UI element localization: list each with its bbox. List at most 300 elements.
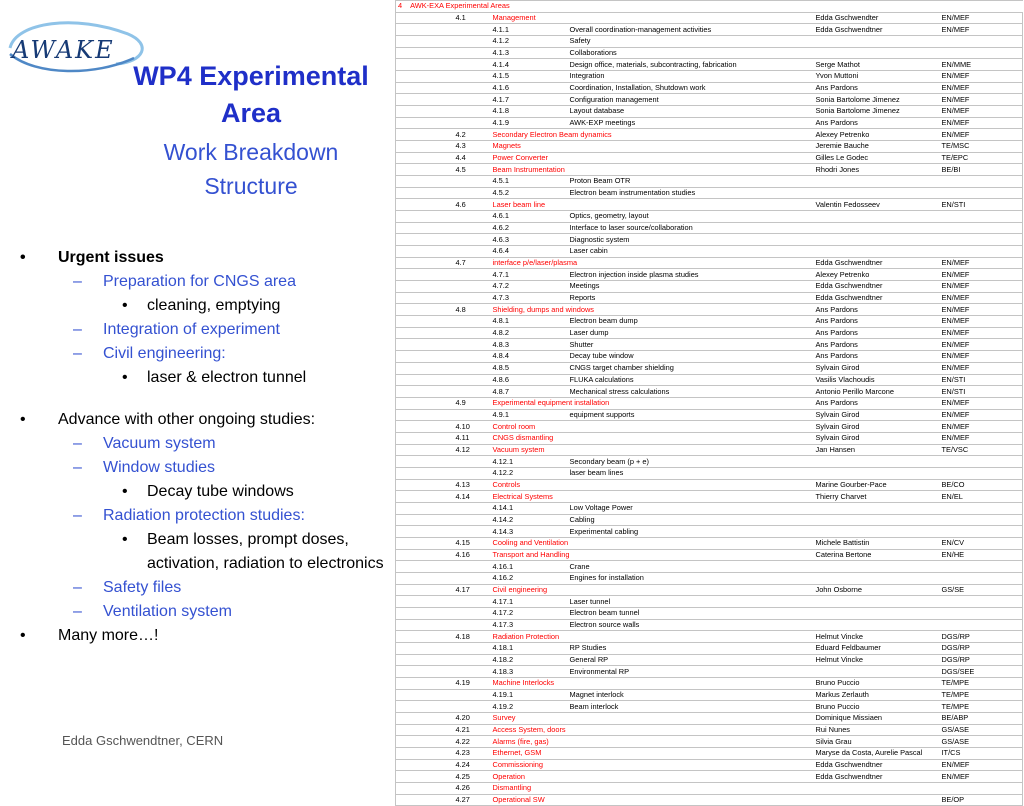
wbs-cell-level1 <box>396 561 446 573</box>
table-row <box>396 491 1023 503</box>
table-row <box>396 187 1023 199</box>
wbs-cell-description: Laser cabin <box>568 246 814 258</box>
table-row <box>396 561 1023 573</box>
wbs-cell-description: Secondary beam (p + e) <box>568 456 814 468</box>
wbs-top-cell <box>396 1 1023 13</box>
wbs-cell-code: 4.7.1 <box>491 269 568 281</box>
wbs-cell-responsible: Edda Gschwendtner <box>814 771 940 783</box>
wbs-cell-level1 <box>396 12 446 24</box>
table-row <box>396 129 1023 141</box>
table-row <box>396 794 1023 806</box>
wbs-cell-group: EN/MEF <box>940 362 1023 374</box>
wbs-cell-group: EN/MEF <box>940 397 1023 409</box>
wbs-cell-level1 <box>396 736 446 748</box>
wbs-cell-level1 <box>396 502 446 514</box>
bullet-text: Radiation protection studies: <box>103 507 305 524</box>
wbs-cell-responsible: Jan Hansen <box>814 444 940 456</box>
wbs-cell-number: 4.26 <box>446 783 491 795</box>
wbs-cell-code: 4.1.9 <box>491 117 568 129</box>
table-row <box>396 141 1023 153</box>
bullet-text: Integration of experiment <box>103 321 280 338</box>
wbs-cell-code: 4.14.2 <box>491 514 568 526</box>
wbs-cell-responsible: Bruno Puccio <box>814 701 940 713</box>
wbs-cell-number <box>446 642 491 654</box>
wbs-cell-number <box>446 619 491 631</box>
wbs-cell-responsible: Marine Gourber-Pace <box>814 479 940 491</box>
table-row <box>396 59 1023 71</box>
wbs-cell-responsible <box>814 572 940 584</box>
wbs-cell-code: 4.16.2 <box>491 572 568 584</box>
bullet-item <box>18 246 390 270</box>
wbs-cell-description: Coordination, Installation, Shutdown work <box>568 82 814 94</box>
wbs-cell-description: Crane <box>568 561 814 573</box>
wbs-cell-group: EN/MEF <box>940 257 1023 269</box>
wbs-cell-number: 4.18 <box>446 631 491 643</box>
wbs-cell-responsible: Ans Pardons <box>814 339 940 351</box>
wbs-cell-level1 <box>396 432 446 444</box>
wbs-cell-level1 <box>396 351 446 363</box>
wbs-cell-level1 <box>396 759 446 771</box>
table-row <box>396 222 1023 234</box>
wbs-cell-responsible <box>814 794 940 806</box>
wbs-cell-group <box>940 234 1023 246</box>
wbs-cell-group <box>940 36 1023 48</box>
table-row <box>396 316 1023 328</box>
wbs-cell-code: 4.12.2 <box>491 467 568 479</box>
wbs-cell-group <box>940 561 1023 573</box>
wbs-cell-number <box>446 316 491 328</box>
wbs-cell-level1 <box>396 94 446 106</box>
wbs-cell-group <box>940 607 1023 619</box>
wbs-cell-level1 <box>396 724 446 736</box>
wbs-cell-group: BE/BI <box>940 164 1023 176</box>
wbs-cell-group: EN/MEF <box>940 71 1023 83</box>
bullet-item <box>18 624 390 648</box>
wbs-cell-group: TE/EPC <box>940 152 1023 164</box>
table-row <box>396 759 1023 771</box>
table-row <box>396 654 1023 666</box>
wbs-cell-level1 <box>396 176 446 188</box>
wbs-cell-group: EN/MEF <box>940 316 1023 328</box>
bullet-item <box>18 456 390 480</box>
table-row <box>396 281 1023 293</box>
wbs-cell-group: EN/MEF <box>940 771 1023 783</box>
wbs-cell-group: EN/STI <box>940 386 1023 398</box>
wbs-cell-code: Civil engineering <box>491 584 814 596</box>
wbs-cell-number: 4.13 <box>446 479 491 491</box>
table-row <box>396 351 1023 363</box>
wbs-cell-code: Access System, doors <box>491 724 814 736</box>
wbs-cell-code: 4.17.1 <box>491 596 568 608</box>
wbs-cell-code: 4.19.2 <box>491 701 568 713</box>
wbs-cell-level1 <box>396 187 446 199</box>
wbs-cell-number: 4.3 <box>446 141 491 153</box>
wbs-cell-number: 4.12 <box>446 444 491 456</box>
wbs-cell-code: Magnets <box>491 141 814 153</box>
wbs-cell-level1 <box>396 537 446 549</box>
footer-author: Edda Gschwendtner, CERN <box>62 733 224 748</box>
bullet-text: Civil engineering: <box>103 345 226 362</box>
wbs-cell-number <box>446 689 491 701</box>
wbs-cell-description: Safety <box>568 36 814 48</box>
wbs-cell-level1 <box>396 106 446 118</box>
wbs-cell-level1 <box>396 631 446 643</box>
wbs-cell-description: Laser dump <box>568 327 814 339</box>
wbs-cell-level1 <box>396 444 446 456</box>
wbs-cell-level1 <box>396 701 446 713</box>
bullet-list <box>18 246 390 648</box>
table-row <box>396 444 1023 456</box>
wbs-cell-level1 <box>396 514 446 526</box>
bullet-text: Ventilation system <box>103 603 232 620</box>
wbs-cell-responsible: Ans Pardons <box>814 117 940 129</box>
wbs-cell-responsible <box>814 596 940 608</box>
wbs-cell-code: 4.8.7 <box>491 386 568 398</box>
wbs-cell-group: TE/MPE <box>940 689 1023 701</box>
wbs-cell-responsible <box>814 211 940 223</box>
wbs-cell-group: EN/STI <box>940 199 1023 211</box>
wbs-cell-responsible <box>814 47 940 59</box>
wbs-cell-number <box>446 36 491 48</box>
wbs-cell-code: Electrical Systems <box>491 491 814 503</box>
wbs-cell-group: EN/MEF <box>940 24 1023 36</box>
wbs-cell-responsible: Yvon Muttoni <box>814 71 940 83</box>
wbs-cell-description: Proton Beam OTR <box>568 176 814 188</box>
wbs-cell-number <box>446 47 491 59</box>
wbs-cell-description: Beam interlock <box>568 701 814 713</box>
wbs-cell-code: 4.18.2 <box>491 654 568 666</box>
wbs-cell-number: 4.10 <box>446 421 491 433</box>
wbs-cell-code: 4.1.3 <box>491 47 568 59</box>
wbs-cell-level1 <box>396 526 446 538</box>
wbs-cell-number: 4.24 <box>446 759 491 771</box>
wbs-cell-number <box>446 526 491 538</box>
bullet-marker: – <box>73 435 82 452</box>
bullet-text: cleaning, emptying <box>147 297 281 314</box>
wbs-cell-number <box>446 561 491 573</box>
table-row <box>396 269 1023 281</box>
wbs-cell-number: 4.7 <box>446 257 491 269</box>
wbs-cell-responsible <box>814 561 940 573</box>
wbs-cell-code: 4.1.8 <box>491 106 568 118</box>
wbs-cell-responsible: Helmut Vincke <box>814 631 940 643</box>
wbs-cell-group: EN/MEF <box>940 421 1023 433</box>
wbs-cell-code: Ethernet, GSM <box>491 748 814 760</box>
wbs-cell-group: DGS/RP <box>940 642 1023 654</box>
wbs-cell-number <box>446 596 491 608</box>
wbs-cell-description: Engines for installation <box>568 572 814 584</box>
wbs-cell-group <box>940 176 1023 188</box>
logo-wordmark: AWAKE <box>12 36 115 64</box>
wbs-cell-group: EN/MEF <box>940 106 1023 118</box>
wbs-cell-description: RP Studies <box>568 642 814 654</box>
wbs-cell-responsible: Rhodri Jones <box>814 164 940 176</box>
wbs-cell-number <box>446 502 491 514</box>
wbs-cell-code: 4.7.2 <box>491 281 568 293</box>
wbs-cell-number <box>446 409 491 421</box>
wbs-cell-group: EN/MEF <box>940 281 1023 293</box>
wbs-cell-group: EN/MEF <box>940 292 1023 304</box>
wbs-cell-description: Configuration management <box>568 94 814 106</box>
wbs-cell-level1 <box>396 222 446 234</box>
wbs-cell-description: Optics, geometry, layout <box>568 211 814 223</box>
table-row <box>396 246 1023 258</box>
wbs-cell-responsible: Serge Mathot <box>814 59 940 71</box>
wbs-cell-group: EN/STI <box>940 374 1023 386</box>
table-row <box>396 514 1023 526</box>
wbs-cell-code: Dismantling <box>491 783 814 795</box>
wbs-cell-level1 <box>396 479 446 491</box>
table-row <box>396 783 1023 795</box>
wbs-cell-number <box>446 467 491 479</box>
wbs-cell-level1 <box>396 677 446 689</box>
wbs-cell-number <box>446 59 491 71</box>
wbs-cell-responsible: Edda Gschwendtner <box>814 24 940 36</box>
table-row <box>396 584 1023 596</box>
wbs-cell-number <box>446 24 491 36</box>
table-row <box>396 211 1023 223</box>
bullet-item <box>18 600 390 624</box>
wbs-cell-description: Electron beam tunnel <box>568 607 814 619</box>
wbs-cell-level1 <box>396 642 446 654</box>
wbs-cell-group <box>940 187 1023 199</box>
wbs-cell-code: 4.1.2 <box>491 36 568 48</box>
wbs-cell-responsible: Sylvain Girod <box>814 432 940 444</box>
wbs-cell-group: BE/OP <box>940 794 1023 806</box>
table-row <box>396 24 1023 36</box>
table-row <box>396 234 1023 246</box>
wbs-cell-code: 4.14.3 <box>491 526 568 538</box>
wbs-cell-responsible: Caterina Bertone <box>814 549 940 561</box>
bullet-text: Beam losses, prompt doses, activation, radiation to electronics <box>147 531 384 572</box>
wbs-cell-number: 4.15 <box>446 537 491 549</box>
wbs-cell-level1 <box>396 141 446 153</box>
wbs-cell-code: 4.17.3 <box>491 619 568 631</box>
wbs-cell-code: 4.1.1 <box>491 24 568 36</box>
bullet-item <box>18 528 390 576</box>
bullet-marker: • <box>122 297 128 314</box>
wbs-cell-number <box>446 701 491 713</box>
bullet-text: Urgent issues <box>58 249 164 266</box>
wbs-cell-group: EN/MEF <box>940 12 1023 24</box>
wbs-cell-code: 4.5.1 <box>491 176 568 188</box>
wbs-cell-responsible: Bruno Puccio <box>814 677 940 689</box>
table-row <box>396 71 1023 83</box>
wbs-cell-number <box>446 117 491 129</box>
wbs-cell-group: EN/HE <box>940 549 1023 561</box>
wbs-cell-description: Low Voltage Power <box>568 502 814 514</box>
wbs-cell-number: 4.16 <box>446 549 491 561</box>
wbs-cell-level1 <box>396 281 446 293</box>
wbs-cell-number <box>446 572 491 584</box>
wbs-cell-number <box>446 386 491 398</box>
wbs-cell-code: 4.8.2 <box>491 327 568 339</box>
wbs-table-body <box>396 1 1023 806</box>
wbs-cell-description: Interface to laser source/collaboration <box>568 222 814 234</box>
wbs-cell-code: Operation <box>491 771 814 783</box>
title-line-1: WP4 Experimental <box>133 61 369 91</box>
table-row <box>396 607 1023 619</box>
wbs-cell-responsible <box>814 783 940 795</box>
wbs-cell-number <box>446 666 491 678</box>
wbs-cell-group <box>940 47 1023 59</box>
table-row <box>396 176 1023 188</box>
wbs-cell-responsible: Vasilis Vlachoudis <box>814 374 940 386</box>
wbs-cell-code: Commissioning <box>491 759 814 771</box>
wbs-cell-responsible: Dominique Missiaen <box>814 712 940 724</box>
bullet-item <box>18 342 390 366</box>
table-row <box>396 164 1023 176</box>
wbs-cell-level1 <box>396 584 446 596</box>
wbs-cell-responsible: Sonia Bartolome Jimenez <box>814 106 940 118</box>
bullet-marker: – <box>73 579 82 596</box>
wbs-cell-description: Environmental RP <box>568 666 814 678</box>
wbs-cell-number <box>446 362 491 374</box>
wbs-cell-number: 4.4 <box>446 152 491 164</box>
wbs-cell-responsible: Ans Pardons <box>814 327 940 339</box>
wbs-cell-group: EN/MEF <box>940 339 1023 351</box>
wbs-cell-responsible <box>814 187 940 199</box>
wbs-cell-number: 4.17 <box>446 584 491 596</box>
title-line-2: Area <box>220 98 282 128</box>
wbs-cell-group: EN/MEF <box>940 269 1023 281</box>
wbs-cell-level1 <box>396 596 446 608</box>
wbs-cell-code: Operational SW <box>491 794 814 806</box>
bullet-item <box>18 366 390 390</box>
table-row <box>396 409 1023 421</box>
wbs-cell-number <box>446 234 491 246</box>
table-row <box>396 257 1023 269</box>
wbs-cell-group: EN/CV <box>940 537 1023 549</box>
wbs-cell-responsible: Ans Pardons <box>814 351 940 363</box>
wbs-cell-code: interface p/e/laser/plasma <box>491 257 814 269</box>
bullet-marker: • <box>122 369 128 386</box>
wbs-cell-group: EN/MEF <box>940 129 1023 141</box>
wbs-cell-level1 <box>396 374 446 386</box>
wbs-cell-responsible <box>814 514 940 526</box>
wbs-cell-code: 4.1.7 <box>491 94 568 106</box>
wbs-cell-level1 <box>396 467 446 479</box>
wbs-cell-description: Laser tunnel <box>568 596 814 608</box>
wbs-cell-code: 4.1.6 <box>491 82 568 94</box>
bullet-marker: – <box>73 507 82 524</box>
wbs-cell-code: 4.6.4 <box>491 246 568 258</box>
wbs-cell-responsible: John Osborne <box>814 584 940 596</box>
wbs-cell-code: Radiation Protection <box>491 631 814 643</box>
bullet-item <box>18 480 390 504</box>
bullet-item <box>18 408 390 432</box>
wbs-cell-description: Cabling <box>568 514 814 526</box>
wbs-cell-group: EN/EL <box>940 491 1023 503</box>
wbs-cell-responsible: Antonio Perillo Marcone <box>814 386 940 398</box>
table-row <box>396 677 1023 689</box>
wbs-cell-code: Beam Instrumentation <box>491 164 814 176</box>
wbs-cell-number: 4.14 <box>446 491 491 503</box>
wbs-cell-code: Vacuum system <box>491 444 814 456</box>
wbs-cell-code: 4.8.6 <box>491 374 568 386</box>
bullet-text: Preparation for CNGS area <box>103 273 296 290</box>
wbs-cell-group <box>940 619 1023 631</box>
wbs-cell-responsible: Edda Gschwendtner <box>814 292 940 304</box>
bullet-item <box>18 504 390 528</box>
bullet-marker: • <box>20 627 26 644</box>
wbs-top-title: AWK-EXA Experimental Areas <box>410 1 510 11</box>
wbs-cell-code: 4.6.3 <box>491 234 568 246</box>
wbs-cell-code: 4.19.1 <box>491 689 568 701</box>
table-row <box>396 631 1023 643</box>
wbs-cell-responsible <box>814 607 940 619</box>
bullet-item <box>18 270 390 294</box>
wbs-cell-number <box>446 176 491 188</box>
table-row <box>396 374 1023 386</box>
wbs-cell-responsible <box>814 467 940 479</box>
wbs-cell-number <box>446 607 491 619</box>
wbs-cell-responsible: Valentin Fedosseev <box>814 199 940 211</box>
wbs-cell-description: Experimental cabling <box>568 526 814 538</box>
wbs-cell-description: Electron source walls <box>568 619 814 631</box>
wbs-table <box>395 0 1023 806</box>
wbs-cell-group: DGS/SEE <box>940 666 1023 678</box>
wbs-cell-group <box>940 222 1023 234</box>
wbs-cell-number <box>446 71 491 83</box>
table-row <box>396 642 1023 654</box>
wbs-cell-level1 <box>396 689 446 701</box>
wbs-cell-group: TE/MPE <box>940 701 1023 713</box>
wbs-cell-responsible: Sonia Bartolome Jimenez <box>814 94 940 106</box>
wbs-cell-code: 4.1.5 <box>491 71 568 83</box>
wbs-cell-number: 4.21 <box>446 724 491 736</box>
wbs-top-number: 4 <box>398 1 403 11</box>
wbs-cell-group <box>940 502 1023 514</box>
wbs-cell-group <box>940 596 1023 608</box>
wbs-cell-level1 <box>396 152 446 164</box>
wbs-cell-description: Electron injection inside plasma studies <box>568 269 814 281</box>
wbs-cell-code: Cooling and Ventilation <box>491 537 814 549</box>
subtitle-line-1: Work Breakdown <box>163 139 339 165</box>
table-row <box>396 526 1023 538</box>
wbs-cell-group <box>940 514 1023 526</box>
slide-title <box>118 58 384 203</box>
wbs-cell-code: 4.6.1 <box>491 211 568 223</box>
wbs-cell-level1 <box>396 607 446 619</box>
table-row <box>396 771 1023 783</box>
table-row <box>396 82 1023 94</box>
wbs-cell-level1 <box>396 327 446 339</box>
wbs-cell-group: DGS/RP <box>940 654 1023 666</box>
table-row <box>396 537 1023 549</box>
wbs-cell-responsible: Edda Gschwendtner <box>814 281 940 293</box>
wbs-cell-level1 <box>396 117 446 129</box>
wbs-cell-level1 <box>396 572 446 584</box>
table-row <box>396 1 1023 13</box>
wbs-cell-group <box>940 526 1023 538</box>
table-row <box>396 666 1023 678</box>
wbs-cell-description: Decay tube window <box>568 351 814 363</box>
table-row <box>396 362 1023 374</box>
bullet-marker: • <box>20 249 26 266</box>
wbs-cell-code: 4.9.1 <box>491 409 568 421</box>
wbs-cell-responsible: Alexey Petrenko <box>814 269 940 281</box>
wbs-cell-level1 <box>396 362 446 374</box>
wbs-cell-group: EN/MME <box>940 59 1023 71</box>
wbs-cell-level1 <box>396 654 446 666</box>
wbs-cell-level1 <box>396 619 446 631</box>
wbs-cell-number <box>446 211 491 223</box>
wbs-cell-level1 <box>396 421 446 433</box>
wbs-cell-number: 4.19 <box>446 677 491 689</box>
wbs-cell-code: 4.7.3 <box>491 292 568 304</box>
wbs-cell-group: EN/MEF <box>940 117 1023 129</box>
